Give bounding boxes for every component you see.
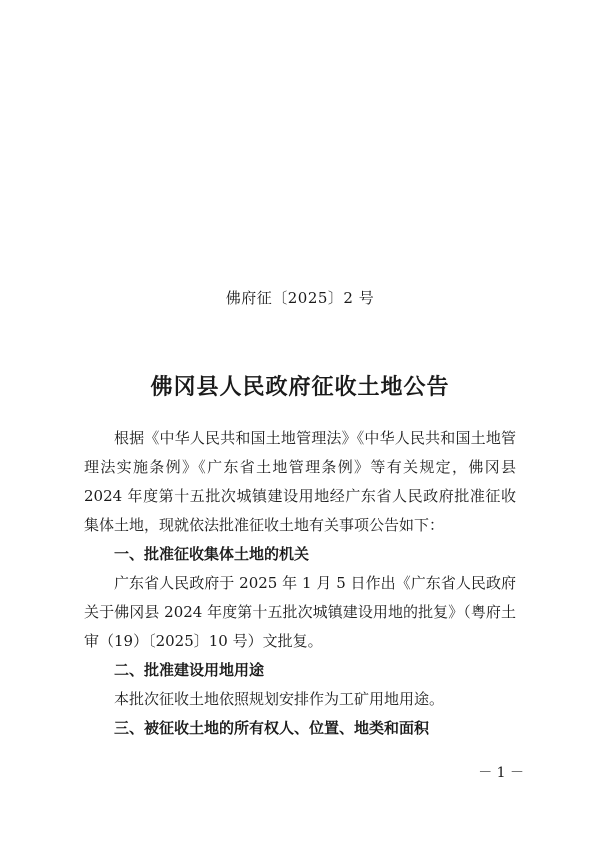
section-1-heading: 一、批准征收集体土地的机关 <box>114 545 310 563</box>
document-title: 佛冈县人民政府征收土地公告 <box>150 374 450 400</box>
intro-paragraph: 根据《中华人民共和国土地管理法》《中华人民共和国土地管理法实施条例》《广东省土地管理条例》等有关规定，佛冈县2024 年度第十五批次城镇建设用地经广东省人民政府批准征收集体土地，现就依法批准征收土地有关事项公告如下： <box>84 429 516 534</box>
section-2-heading: 二、批准建设用地用途 <box>114 661 265 679</box>
page-number: － 1 － <box>478 765 524 781</box>
document-number: 佛府征〔2025〕2 号 <box>225 289 375 307</box>
section-2-paragraph: 本批次征收土地依照规划安排作为工矿用地用途。 <box>114 690 445 708</box>
section-3-heading: 三、被征收土地的所有权人、位置、地类和面积 <box>114 719 430 737</box>
section-1-paragraph: 广东省人民政府于 2025 年 1 月 5 日作出《广东省人民政府关于佛冈县 2024 年度第十五批次城镇建设用地的批复》（粤府土审（19）〔2025〕10 号）文批复。 <box>84 574 516 650</box>
